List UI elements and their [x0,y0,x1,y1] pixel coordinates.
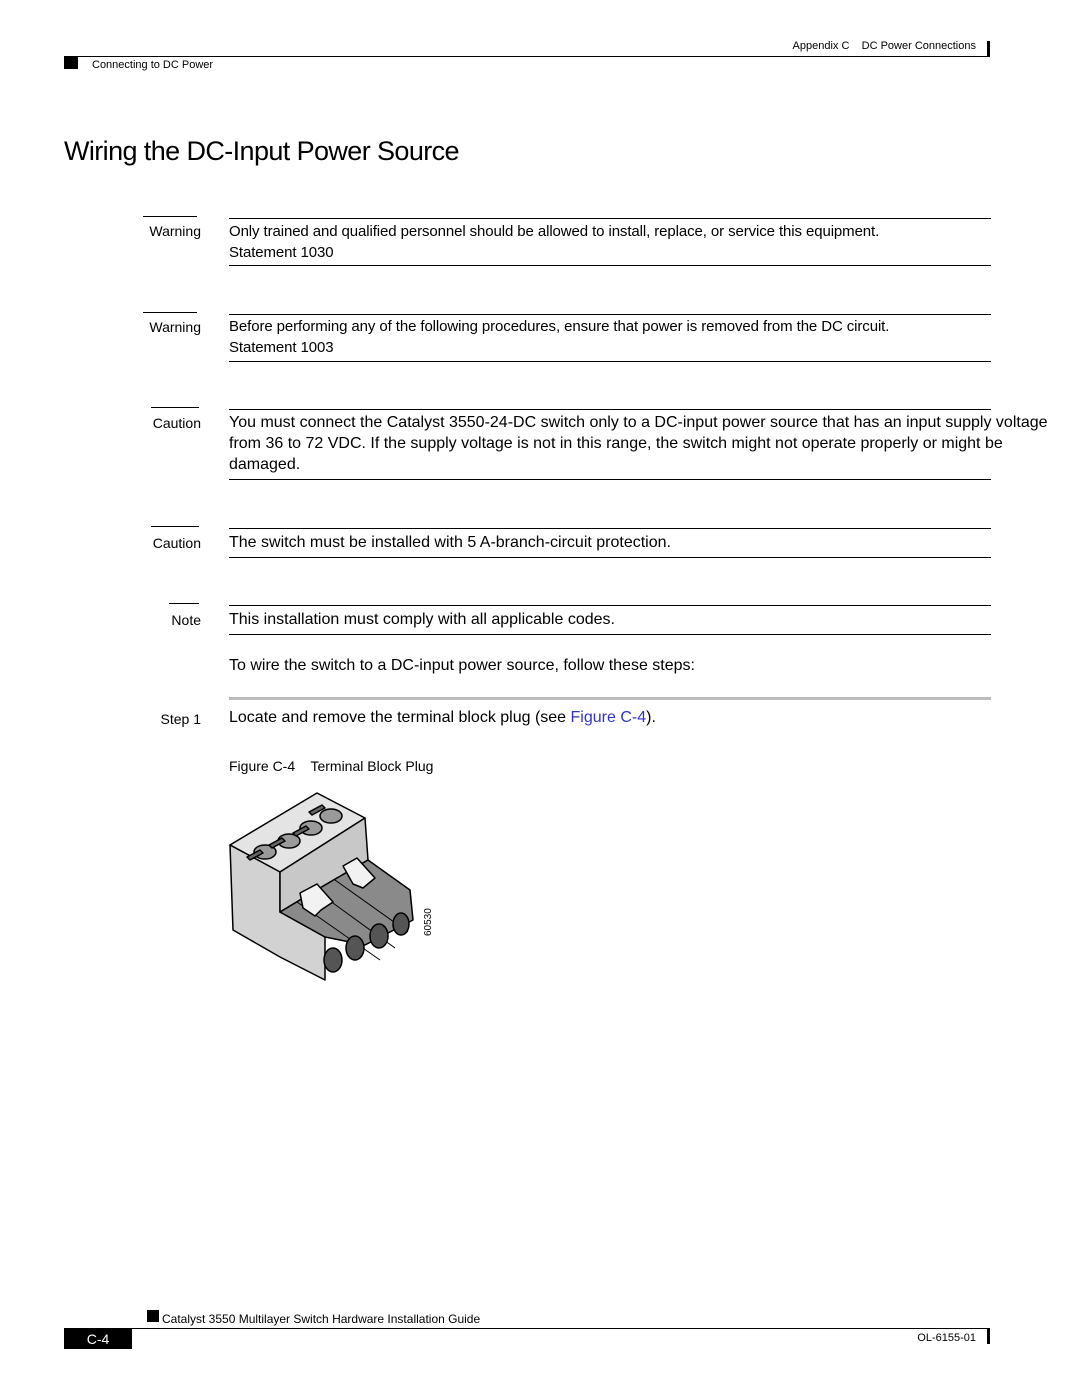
notice-bottom-rule [229,265,991,266]
footer-rule [64,1328,990,1329]
notice-bottom-rule [229,479,991,480]
notice-top-rule [229,218,991,219]
procedure-intro: To wire the switch to a DC-input power source, follow these steps: [229,657,695,674]
footer-square-mark [147,1310,159,1322]
notice-top-rule [229,605,991,606]
notice-top-rule [229,528,991,529]
page-number: C-4 [64,1329,132,1349]
caution-label: Caution [152,535,201,551]
label-rule [143,216,197,217]
step-text: Locate and remove the terminal block plug (see Figure C-4). [229,709,656,726]
procedure-rule [229,697,991,700]
caution-text: The switch must be installed with 5 A-branch-circuit protection. [229,534,671,551]
warning-text: Only trained and qualified personnel should be allowed to install, replace, or service this equipment. Statement 1030 [229,223,880,261]
note-label: Note [171,612,201,628]
notice-bottom-rule [229,361,991,362]
notice-top-rule [229,314,991,315]
label-rule [151,407,199,408]
figure-link[interactable]: Figure C-4 [570,709,647,726]
step-label: Step 1 [160,711,201,727]
caution-label: Caution [152,415,201,431]
warning-label: Warning [149,223,201,239]
page-title: Wiring the DC-Input Power Source [64,136,459,166]
figure-caption: Figure C-4 Terminal Block Plug [229,758,434,774]
caution-text: You must connect the Catalyst 3550-24-DC switch only to a DC-input power source that has an input supply voltage from 36 to 72 VDC. If the supply voltage is not in this range, the switch might not operate properly or might be damaged. [229,414,1048,473]
warning-text: Before performing any of the following procedures, ensure that power is removed from the DC circuit. Statement 1003 [229,318,890,356]
footer-guide-title: Catalyst 3550 Multilayer Switch Hardware Installation Guide [162,1312,481,1326]
terminal-block-plug-illustration [225,790,455,990]
notice-bottom-rule [229,634,991,635]
figure-art-number: 60530 [423,908,434,936]
footer-bar-mark [987,1328,990,1344]
running-header-chapter: Appendix C DC Power Connections [792,40,976,52]
warning-label: Warning [149,319,201,335]
label-rule [143,312,197,313]
header-bar-mark [987,41,990,57]
label-rule [151,526,199,527]
note-text: This installation must comply with all applicable codes. [229,611,615,628]
notice-bottom-rule [229,557,991,558]
header-square-mark [64,57,78,69]
document-number: OL-6155-01 [917,1332,976,1344]
running-header-section: Connecting to DC Power [92,59,214,71]
label-rule [169,603,199,604]
notice-top-rule [229,409,991,410]
header-rule [64,56,990,57]
